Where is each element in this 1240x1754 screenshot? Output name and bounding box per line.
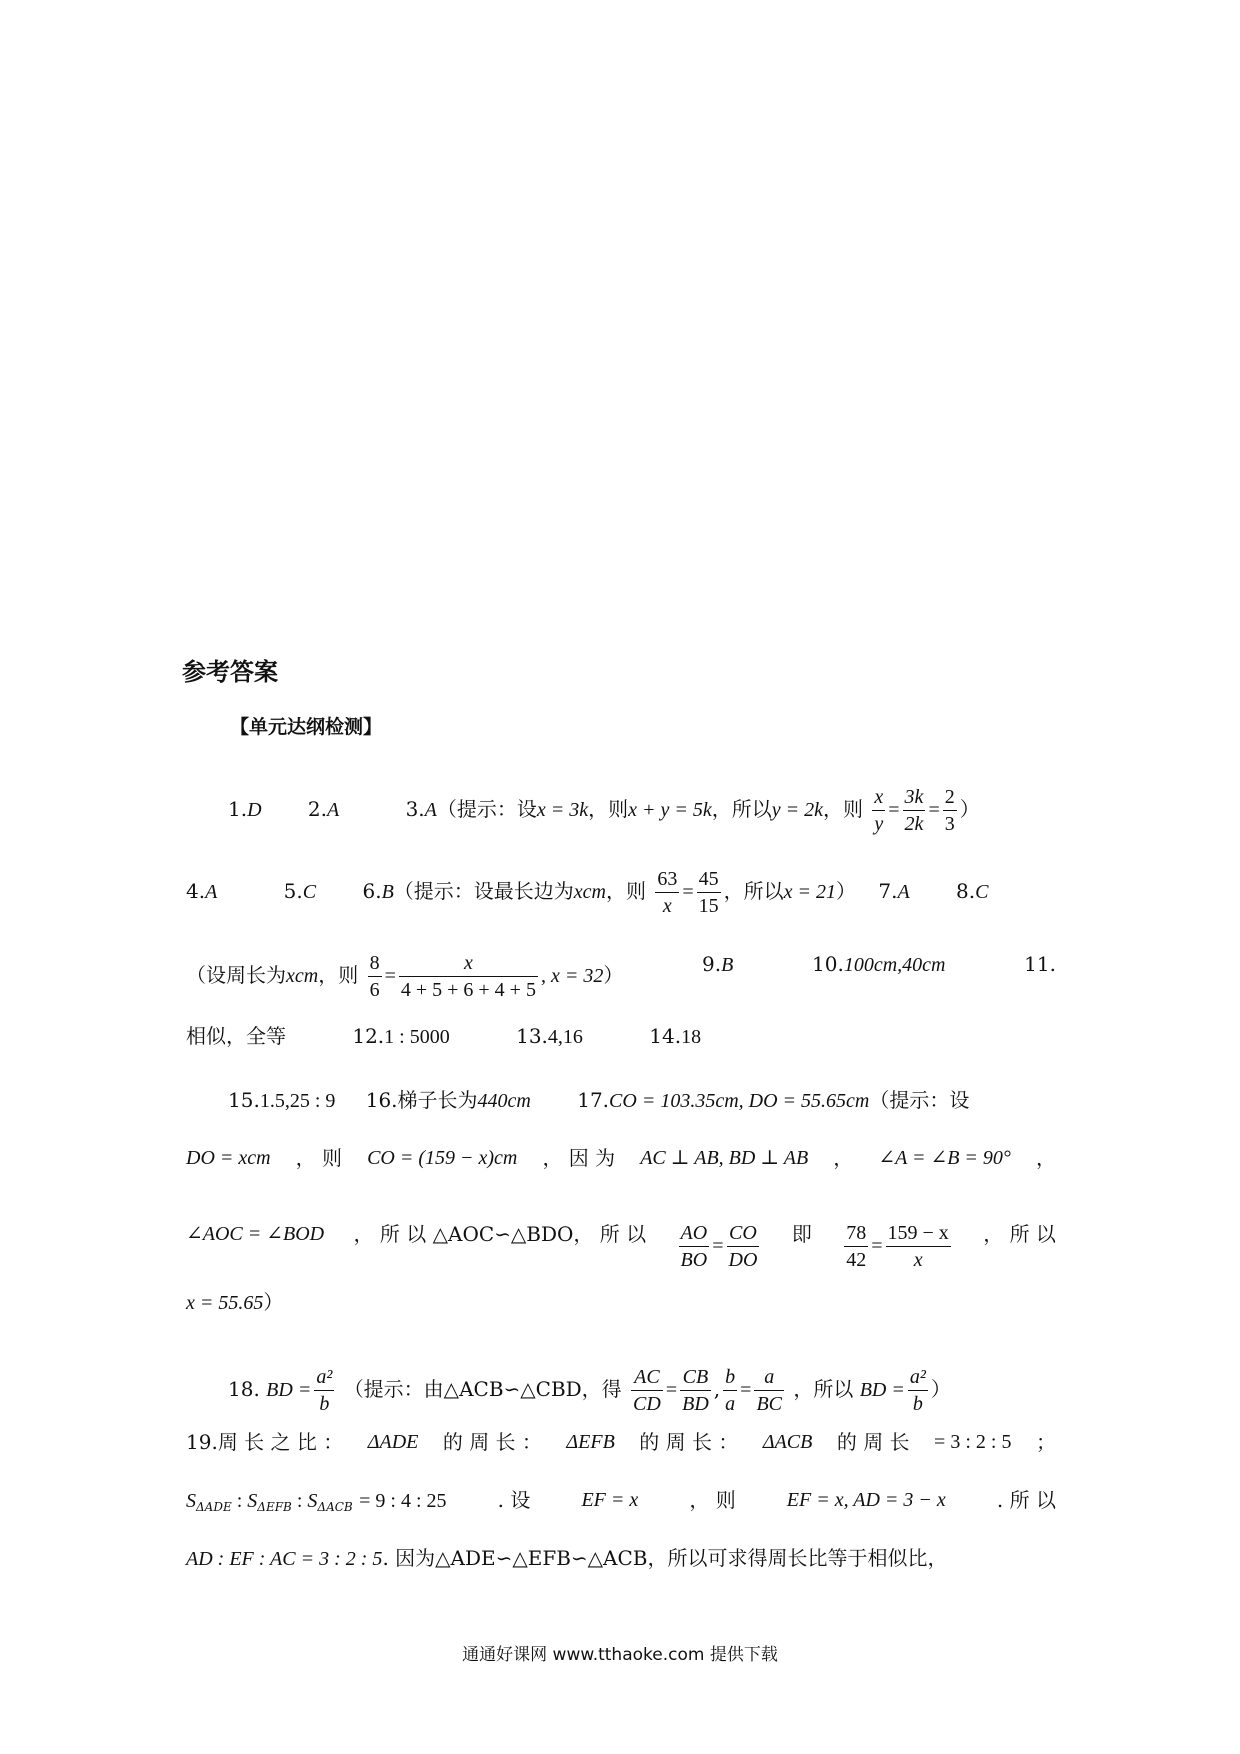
answer-line-6 bbox=[186, 1144, 1056, 1172]
answer: 相似，全等 bbox=[186, 1024, 286, 1048]
answer-line-9: 18. BD = $\frac{\text{a²}}{b}$ （提示：由△ACB∽△CBD，得 $\frac{AC}{CD}$ = $\frac{CB}{BD}$ , $\frac{b}{a}$ = $\frac{a}{BC}$ ，所以 BD = $\frac{\text{a²}}{b}$ ） bbox=[228, 1366, 951, 1415]
fraction: $\frac{CB}{BD}$ bbox=[682, 1366, 709, 1415]
q-number: 8. bbox=[956, 879, 976, 903]
math: BD = bbox=[266, 1379, 312, 1401]
text: 梯子长为 bbox=[397, 1088, 478, 1112]
answer-line-8 bbox=[186, 1288, 1056, 1317]
q-number: 7. bbox=[878, 879, 898, 903]
answer-line-11 bbox=[186, 1486, 1056, 1521]
answer-line-12 bbox=[186, 1544, 1056, 1573]
math: x = 21 bbox=[783, 881, 836, 903]
text: ， bbox=[1035, 1146, 1056, 1170]
text: ， 所 以 bbox=[983, 1222, 1056, 1246]
text: ， 因 为 bbox=[542, 1146, 616, 1170]
q-number: 9. bbox=[702, 952, 722, 976]
fraction: $\frac{x}{4 + 5 + 6 + 4 + 5}$ bbox=[400, 952, 536, 1001]
math: ΔEFB bbox=[566, 1431, 615, 1453]
answer: 1.5,25 : 9 bbox=[259, 1090, 336, 1112]
fraction: $\frac{45}{15}$ bbox=[698, 868, 719, 917]
hint-text: （提示：由△ACB∽△CBD，得 bbox=[343, 1377, 622, 1401]
eq: = bbox=[712, 1235, 724, 1257]
text: 的 周 长 bbox=[836, 1430, 910, 1454]
q-number: 1. bbox=[228, 797, 248, 821]
answer: C bbox=[975, 881, 989, 903]
math: ΔACB bbox=[762, 1431, 813, 1453]
answer: D bbox=[247, 799, 262, 821]
text: ） bbox=[930, 1377, 951, 1401]
answer-line-1 bbox=[228, 784, 1056, 837]
fraction: $\frac{AC}{CD}$ bbox=[633, 1366, 661, 1415]
eq: = bbox=[665, 1379, 678, 1401]
text: ，则 bbox=[823, 797, 864, 821]
text: ，则 bbox=[605, 879, 646, 903]
text: 周 长 之 比 ： bbox=[217, 1430, 344, 1454]
text: . 设 bbox=[497, 1488, 531, 1512]
math: ΔADE bbox=[367, 1431, 419, 1453]
q-number: 3. bbox=[405, 797, 425, 821]
answer: 1 : 5000 bbox=[384, 1026, 450, 1048]
text: ， 所 以 △AOC∽△BDO， 所 以 bbox=[353, 1222, 647, 1246]
text: ） bbox=[836, 879, 856, 903]
area-ratio: $S_{\Delta ADE}$ : $S_{\Delta EFB}$ : $S_{\Delta ACB} = 9$ : 4 : 25 bbox=[186, 1490, 447, 1514]
eq: = bbox=[871, 1235, 883, 1257]
answer-line-2 bbox=[186, 866, 1056, 919]
text: 的 周 长 ： bbox=[442, 1430, 542, 1454]
text: ，所以 bbox=[723, 879, 784, 903]
q-number: 4. bbox=[186, 879, 206, 903]
answer-line-5 bbox=[228, 1086, 1056, 1115]
q-number: 5. bbox=[283, 879, 303, 903]
eq: = bbox=[384, 965, 396, 987]
q-number: 10. bbox=[812, 952, 844, 976]
fraction: $\frac{AO}{BO}$ bbox=[680, 1222, 708, 1271]
fraction: $\frac{159 - x}{x}$ bbox=[887, 1222, 949, 1271]
text: ， 则 bbox=[689, 1488, 736, 1512]
q8-hint bbox=[186, 950, 623, 1003]
fraction: $\frac{a}{BC}$ bbox=[756, 1366, 782, 1415]
math: BD = bbox=[859, 1379, 905, 1401]
fraction: $\frac{\text{a²}}{b}$ bbox=[909, 1366, 926, 1415]
fraction: $\frac{63}{x}$ bbox=[657, 868, 678, 917]
q-number: 18. bbox=[228, 1377, 260, 1401]
q-number: 12. bbox=[352, 1024, 385, 1048]
answer: A bbox=[205, 881, 218, 903]
eq: = bbox=[888, 799, 900, 821]
answer-line-7 bbox=[186, 1220, 1056, 1273]
answer: 4,16 bbox=[547, 1026, 583, 1048]
fraction: $\frac{78}{42}$ bbox=[846, 1222, 867, 1271]
answer: B bbox=[721, 954, 734, 976]
answer: B bbox=[381, 881, 394, 903]
answer-line-4 bbox=[186, 1022, 1056, 1051]
eq: = bbox=[740, 1379, 752, 1401]
math: xcm bbox=[573, 881, 606, 903]
text: 的 周 长 ： bbox=[639, 1430, 739, 1454]
q-number: 14. bbox=[649, 1024, 682, 1048]
math: xcm bbox=[286, 965, 319, 987]
text: ，所以 bbox=[793, 1377, 854, 1401]
text: ， 则 bbox=[295, 1146, 343, 1170]
answer: C bbox=[302, 881, 317, 903]
math: x = 55.65 bbox=[186, 1292, 264, 1314]
math: y = 2k bbox=[771, 799, 824, 821]
fraction: $\frac{b}{a}$ bbox=[725, 1366, 736, 1415]
text: . 所 以 bbox=[996, 1488, 1056, 1512]
math: EF = x bbox=[581, 1489, 639, 1511]
q-number: 15. bbox=[228, 1088, 260, 1112]
answer: CO = 103.35cm, DO = 55.65cm bbox=[609, 1090, 870, 1112]
answer: A bbox=[897, 881, 910, 903]
math: ∠A = ∠B = 90° bbox=[878, 1147, 1011, 1169]
math: EF = x, AD = 3 − x bbox=[786, 1489, 946, 1511]
q-number: 17. bbox=[577, 1088, 610, 1112]
math: AC ⊥ AB, BD ⊥ AB bbox=[640, 1147, 809, 1169]
text: ） bbox=[263, 1290, 284, 1314]
q-number: 19. bbox=[186, 1430, 218, 1454]
hint-text: （提示：设最长边为 bbox=[393, 879, 574, 903]
answer-line-3 bbox=[186, 950, 1056, 1003]
text: . 因为△ADE∽△EFB∽△ACB，所以可求得周长比等于相似比， bbox=[382, 1546, 948, 1570]
q-number: 13. bbox=[516, 1024, 548, 1048]
math: x + y = 5k bbox=[628, 799, 712, 821]
answer: 100cm,40cm bbox=[843, 954, 946, 976]
page-footer: 通通好课网 www.tthaoke.com 提供下载 bbox=[462, 1645, 778, 1665]
q-number: 6. bbox=[362, 879, 382, 903]
fraction: $\frac{8}{6}$ bbox=[369, 952, 380, 1001]
fraction: $\frac{3k}{2k}$ bbox=[904, 786, 924, 835]
q-number: 16. bbox=[365, 1088, 398, 1112]
math: ∠AOC = ∠BOD bbox=[186, 1223, 325, 1245]
text: ，所以 bbox=[711, 797, 772, 821]
math: DO = xcm bbox=[186, 1147, 271, 1169]
eq: = bbox=[928, 799, 940, 821]
text: ； bbox=[1035, 1430, 1056, 1454]
eq: = bbox=[682, 881, 694, 903]
math: CO = (159 − x)cm bbox=[367, 1147, 518, 1169]
math: , x = 32 bbox=[540, 965, 604, 987]
q-number: 2. bbox=[307, 797, 327, 821]
answer: A bbox=[424, 799, 437, 821]
page-title: 参考答案 bbox=[182, 658, 278, 686]
fraction: $\frac{x}{y}$ bbox=[874, 786, 884, 835]
text: 即 bbox=[791, 1222, 812, 1246]
math: x = 3k bbox=[536, 799, 589, 821]
fraction: $\frac{CO}{DO}$ bbox=[728, 1222, 758, 1271]
answer: 440cm bbox=[477, 1090, 531, 1112]
text: ，则 bbox=[588, 797, 629, 821]
text: ，则 bbox=[318, 963, 359, 987]
section-title: 【单元达纲检测】 bbox=[230, 716, 383, 738]
q-number: 11. bbox=[1024, 952, 1056, 976]
hint-text: （提示：设 bbox=[869, 1088, 970, 1112]
fraction: $\frac{\text{a²}}{b}$ bbox=[316, 1366, 333, 1415]
math: = 3 : 2 : 5 bbox=[934, 1431, 1012, 1453]
fraction: $\frac{2}{3}$ bbox=[944, 786, 955, 835]
text: ， bbox=[833, 1146, 854, 1170]
answer-line-10 bbox=[186, 1428, 1056, 1456]
text: ） bbox=[603, 963, 624, 987]
answer: 18 bbox=[681, 1026, 702, 1048]
answer: A bbox=[327, 799, 340, 821]
text: ） bbox=[959, 797, 980, 821]
hint-text: （提示：设 bbox=[436, 797, 537, 821]
hint-text: （设周长为 bbox=[186, 963, 286, 987]
math: AD : EF : AC = 3 : 2 : 5 bbox=[186, 1548, 383, 1570]
